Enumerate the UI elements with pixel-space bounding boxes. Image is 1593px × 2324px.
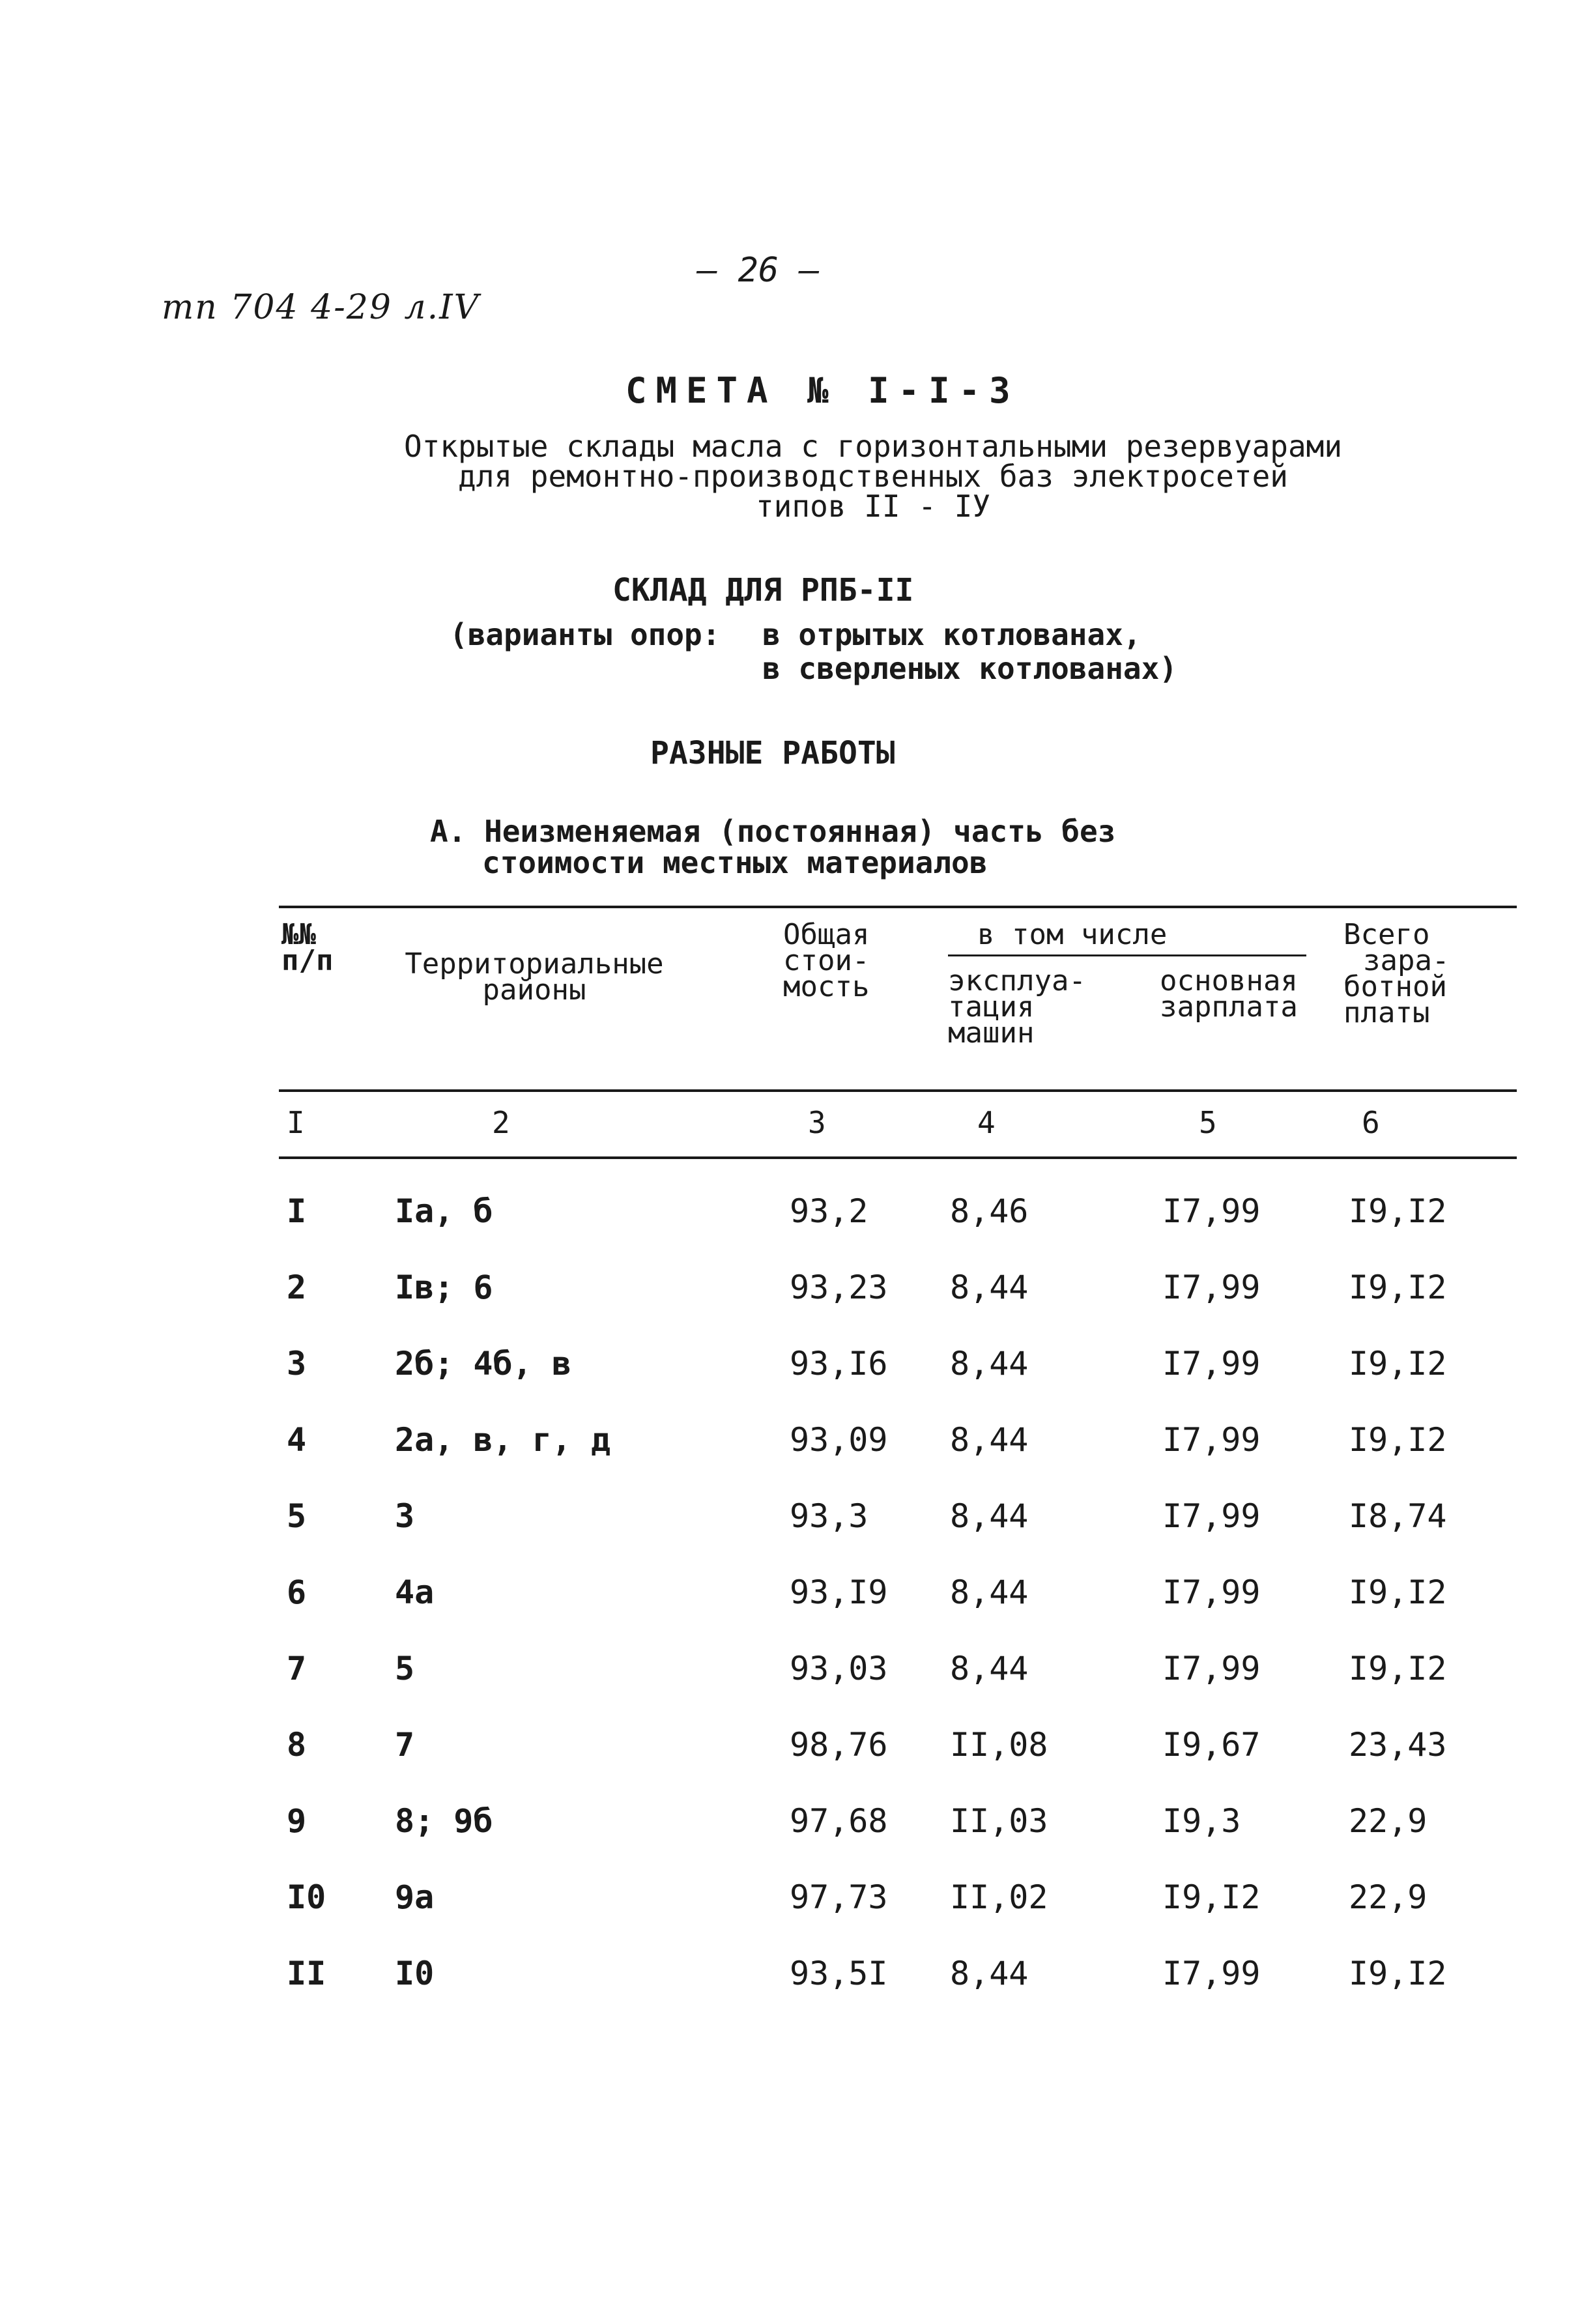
support-variants <box>450 618 1177 685</box>
column-number: 4 <box>977 1105 996 1140</box>
including-rule <box>948 954 1306 956</box>
header-including: в том числе <box>977 918 1168 951</box>
column-number: 6 <box>1362 1105 1380 1140</box>
table-row: 6 4а 93,I9 8,44 I7,99 I9,I2 <box>287 1573 1447 1611</box>
section-heading: РАЗНЫЕ РАБОТЫ <box>650 735 895 771</box>
header-machine-operation: эксплуа- тация машин <box>948 964 1086 1050</box>
table-row: II I0 93,5I 8,44 I7,99 I9,I2 <box>287 1955 1447 1992</box>
support-variants-label: (варианты опор: <box>450 617 721 652</box>
table-row: 2 Iв; 6 93,23 8,44 I7,99 I9,I2 <box>287 1269 1447 1306</box>
estimate-subtitle <box>384 429 1362 524</box>
column-numbers-rule <box>279 1156 1517 1159</box>
table-row: I0 9а 97,73 II,02 I9,I2 22,9 <box>287 1878 1428 1916</box>
column-number: 3 <box>808 1105 826 1140</box>
estimate-title: СМЕТА № I-I-3 <box>625 370 1020 411</box>
document-code-handwritten: тп 704 4-29 л.IV <box>162 288 480 327</box>
header-base-salary: основная зарплата <box>1160 964 1298 1024</box>
table-top-rule <box>279 906 1517 908</box>
table-row: 3 2б; 4б, в 93,I6 8,44 I7,99 I9,I2 <box>287 1345 1447 1383</box>
page-number: — 26 — <box>697 251 820 290</box>
subtitle-line: Открытые склады масла с горизонтальными резервуарами <box>403 429 1343 464</box>
subtitle-line: для ремонтно-производственных баз электросетей <box>458 459 1288 494</box>
header-total-cost: Общая стои- мость <box>783 918 870 1003</box>
header-region: Территориальные районы <box>405 947 664 1007</box>
column-number: 2 <box>492 1105 510 1140</box>
header-number: №№ п/п <box>281 918 334 977</box>
support-option-1: в отрытых котлованах, <box>762 617 1141 652</box>
table-row: 4 2а, в, г, д 93,09 8,44 I7,99 I9,I2 <box>287 1421 1447 1459</box>
table-row: I Iа, б 93,2 8,46 I7,99 I9,I2 <box>287 1192 1447 1230</box>
warehouse-heading: СКЛАД ДЛЯ РПБ-II <box>612 572 914 609</box>
column-number: 5 <box>1199 1105 1217 1140</box>
part-heading-line-1: А. Неизменяемая (постоянная) часть без <box>430 814 1116 849</box>
part-heading <box>430 816 1115 878</box>
support-option-2: в сверленых котлованах) <box>762 651 1177 686</box>
header-total-wage: Всего зара- ботной платы <box>1343 918 1450 1029</box>
part-heading-line-2: стоимости местных материалов <box>482 845 988 880</box>
table-row: 7 5 93,03 8,44 I7,99 I9,I2 <box>287 1650 1447 1687</box>
table-row: 8 7 98,76 II,08 I9,67 23,43 <box>287 1726 1447 1764</box>
table-row: 5 3 93,3 8,44 I7,99 I8,74 <box>287 1497 1447 1535</box>
column-number: I <box>287 1105 305 1140</box>
subtitle-line: типов II - IУ <box>755 489 991 524</box>
table-row: 9 8; 9б 97,68 II,03 I9,3 22,9 <box>287 1802 1428 1840</box>
header-bottom-rule <box>279 1089 1517 1092</box>
